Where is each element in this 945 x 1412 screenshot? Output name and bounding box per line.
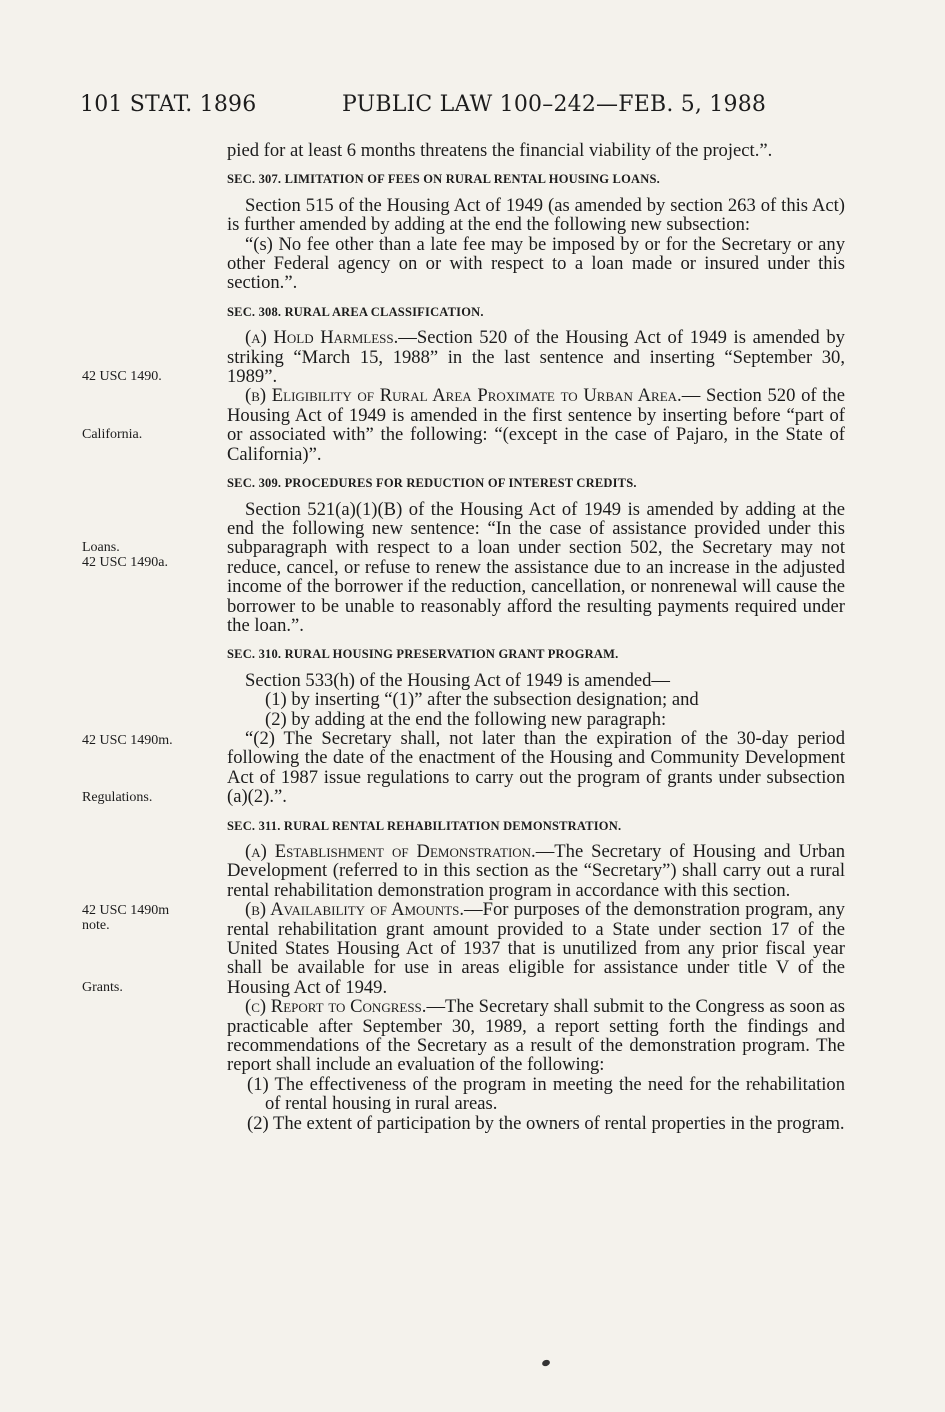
statute-page-number: 101 STAT. 1896 [80, 92, 257, 117]
paragraph: Section 521(a)(1)(B) of the Housing Act of 1949 is amended by adding at the end the following new sentence: “In the case of assistance provided under this subparagraph with respect to a loan under section 502, the Secretary may not reduce, cancel, or refuse to renew the assistance due to an increase in the adjusted income of the borrower if the reduction, cancellation, or nonrenewal will cause the borrower to be unable to reasonably afford the resulting payments required under the loan.”. [227, 498, 845, 636]
margin-note: 42 USC 1490. [82, 369, 162, 384]
paragraph: “(2) The Secretary shall, not later than the expiration of the 30-day period following the date of the enactment of the Housing and Community Development Act of 1987 issue regulations to carry out the program of grants under subsection (a)(2).”. [227, 727, 845, 808]
section-heading: SEC. 309. PROCEDURES FOR REDUCTION OF INTEREST CREDITS. [227, 476, 637, 491]
paragraph: (2) by adding at the end the following new paragraph: [265, 708, 667, 730]
margin-note: California. [82, 427, 143, 442]
paragraph [227, 900, 845, 997]
margin-note: Regulations. [82, 790, 153, 805]
public-law-title: PUBLIC LAW 100–242—FEB. 5, 1988 [342, 92, 767, 117]
margin-note-line: 42 USC 1490a. [82, 555, 168, 570]
paragraph: (1) The effectiveness of the program in meeting the need for the rehabilitation of rental housing in rural areas. [247, 1073, 845, 1115]
paragraph [227, 386, 845, 464]
paragraph [227, 997, 845, 1075]
subsection-text: —For purposes of the demonstration program, any rental rehabilitation grant amount provided to a State under section 17 of the United States Housing Act of 1937 that is unutilized from any prior fiscal year shall be available for use in areas eligible for assistance under title V of the Housing Act of 1949. [227, 899, 845, 998]
subsection-heading: (c) Report to Congress. [245, 996, 427, 1018]
subsection-text: — Section 520 of the Housing Act of 1949 is amended in the first sentence by inserting before “part of or associated with” the following: “(except in the case of Pajaro, in the State of California)”. [227, 385, 845, 465]
document-body [227, 141, 845, 1133]
paragraph [227, 842, 845, 900]
subsection-heading: (b) Availability of Amounts. [245, 899, 465, 921]
paragraph [227, 328, 845, 386]
subsection-heading: (a) Hold Harmless. [245, 327, 399, 349]
section-heading: SEC. 307. LIMITATION OF FEES ON RURAL RENTAL HOUSING LOANS. [227, 172, 660, 187]
section-heading: SEC. 310. RURAL HOUSING PRESERVATION GRANT PROGRAM. [227, 647, 619, 662]
margin-note [82, 540, 212, 570]
margin-note-line: note. [82, 918, 110, 933]
margin-note [82, 903, 212, 933]
section-heading: SEC. 308. RURAL AREA CLASSIFICATION. [227, 304, 484, 319]
paragraph: Section 515 of the Housing Act of 1949 (as amended by section 263 of this Act) is further amended by adding at the end the following new subsection: [227, 194, 845, 236]
subsection-heading: (a) Establishment of Demonstration. [245, 841, 536, 862]
subsection-text: —The Secretary of Housing and Urban Development (referred to in this section as the “Secretary”) shall carry out a rural rental rehabilitation demonstration program in accordance with this section. [227, 841, 845, 901]
margin-note: 42 USC 1490m. [82, 733, 173, 748]
paragraph: Section 533(h) of the Housing Act of 1949 is amended— [245, 669, 671, 691]
paragraph: (1) by inserting “(1)” after the subsection designation; and [265, 689, 699, 711]
subsection-text: —The Secretary shall submit to the Congress as soon as practicable after September 30, 1989, a report setting forth the findings and recommendations of the Secretary as a result of the demonstration program. The report shall include an evaluation of the following: [227, 996, 845, 1076]
paragraph: “(s) No fee other than a late fee may be imposed by or for the Secretary or any other Federal agency on or with respect to a loan made or insured under this section.”. [227, 233, 845, 294]
margin-note-line: Loans. [82, 540, 120, 555]
paragraph: pied for at least 6 months threatens the financial viability of the project.”. [227, 140, 773, 161]
section-heading: SEC. 311. RURAL RENTAL REHABILITATION DEMONSTRATION. [227, 818, 622, 833]
paragraph: (2) The extent of participation by the owners of rental properties in the program. [247, 1112, 845, 1134]
subsection-heading: (b) Eligibility of Rural Area Proximate to Urban Area. [245, 385, 682, 407]
subsection-text: —Section 520 of the Housing Act of 1949 is amended by striking “March 15, 1988” in the last sentence and inserting “September 30, 1989”. [227, 327, 845, 388]
margin-note-line: 42 USC 1490m [82, 903, 170, 918]
margin-note: Grants. [82, 980, 123, 995]
ink-mark [541, 1359, 551, 1367]
